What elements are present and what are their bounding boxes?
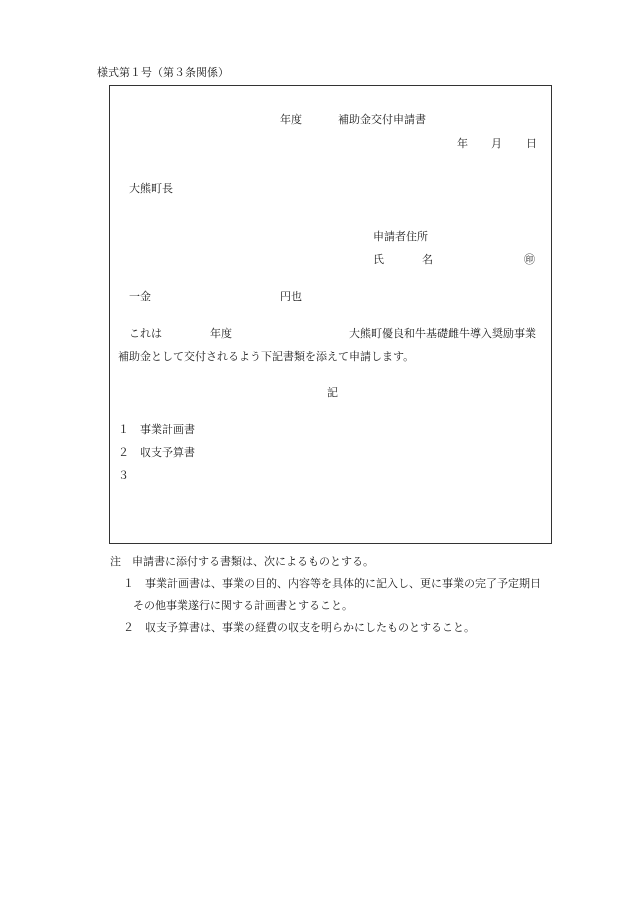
item-2-text: 収支予算書 [140, 446, 195, 459]
body-line1-year: 年度 [210, 327, 232, 340]
item-1-text: 事業計画書 [140, 423, 195, 436]
notes-header: 注 申請書に添付する書類は、次によるものとする。 [110, 555, 374, 568]
date-year: 年 [457, 137, 468, 150]
amount-prefix: 一金 [129, 290, 151, 303]
form-number: 様式第１号（第３条関係） [97, 66, 229, 79]
title-year-label: 年度 [280, 113, 302, 126]
application-form-frame [109, 85, 552, 544]
item-1-number: １ [118, 423, 129, 436]
applicant-name-label-1: 氏 [373, 253, 384, 266]
amount-suffix: 円也 [280, 290, 302, 303]
form-title: 補助金交付申請書 [338, 113, 426, 126]
note-2: ２ 収支予算書は、事業の経費の収支を明らかにしたものとすること。 [123, 621, 475, 634]
addressee: 大熊町長 [129, 182, 173, 195]
applicant-name-label-2: 名 [422, 253, 433, 266]
body-line2: 補助金として交付されるよう下記書類を添えて申請します。 [118, 350, 415, 363]
body-program-name: 大熊町優良和牛基礎雌牛導入奨励事業 [349, 327, 536, 340]
item-3-number: ３ [118, 469, 129, 482]
date-month: 月 [491, 137, 502, 150]
item-2-number: ２ [118, 446, 129, 459]
note-1-line1: １ 事業計画書は、事業の目的、内容等を具体的に記入し、更に事業の完了予定期日 [123, 577, 541, 590]
body-line1-start: これは [129, 327, 162, 340]
seal-mark: ㊞ [524, 253, 535, 266]
applicant-address-label: 申請者住所 [373, 230, 428, 243]
note-1-line2: その他事業遂行に関する計画書とすること。 [133, 599, 353, 612]
ki-heading: 記 [327, 386, 338, 399]
date-day: 日 [526, 137, 537, 150]
